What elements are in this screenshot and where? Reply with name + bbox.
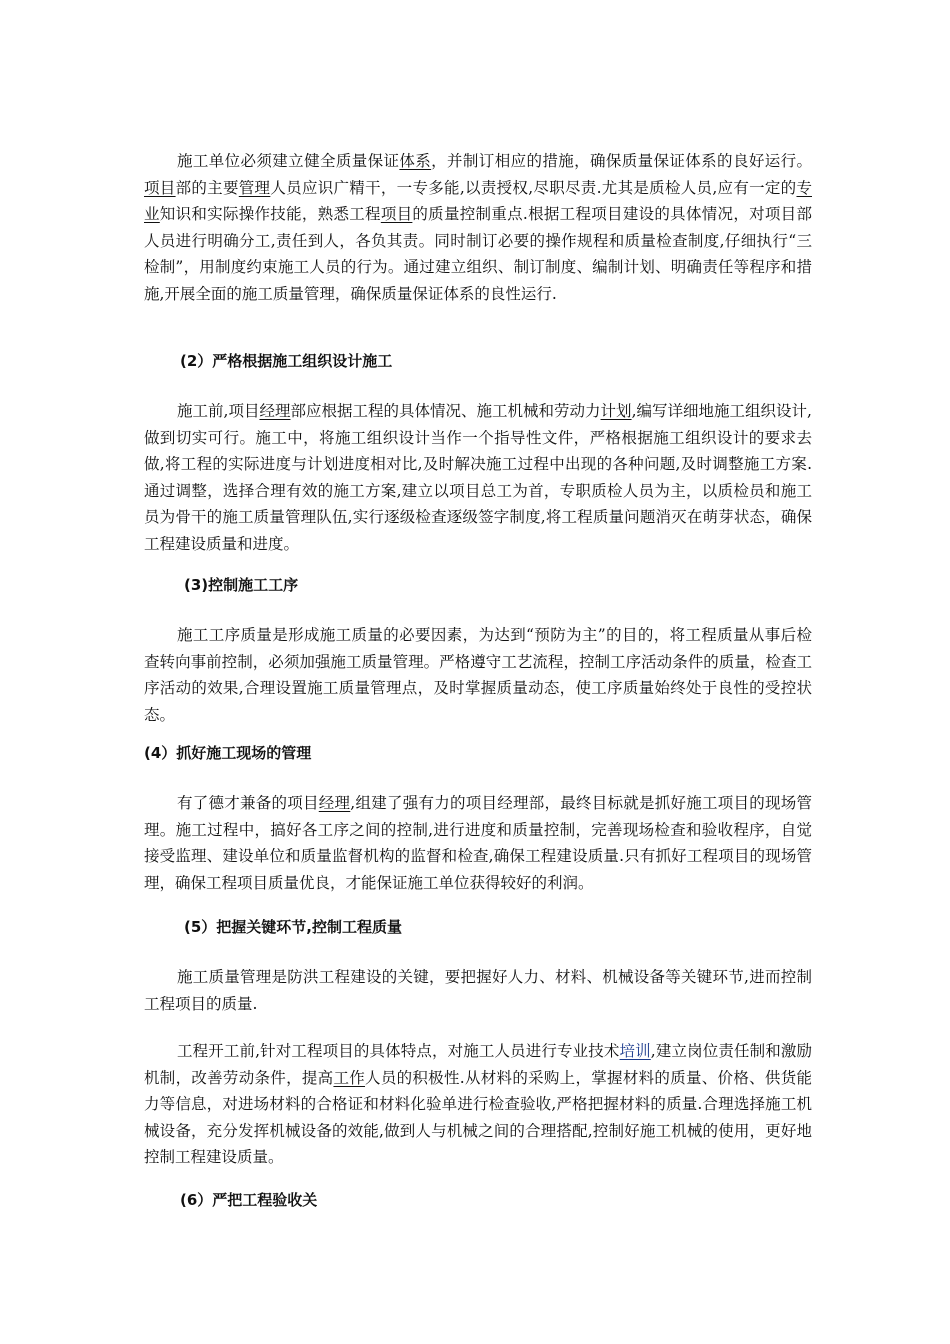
link-peixun[interactable]: 培训 [619,1042,651,1060]
text-span: 工程开工前,针对工程项目的具体特点，对施工人员进行专业技术 [177,1042,620,1060]
paragraph-construction-design [144,398,812,557]
link-zhuanye[interactable]: 专业 [144,178,812,223]
text-span: 部应根据工程的具体情况、施工机械和劳动力 [290,402,601,420]
paragraph-site-management [144,790,812,896]
text-span: 的质量控制重点.根据工程项目建设的具体情况，对项目部人员进行明确分工,责任到人，各负其责。同时制订必要的操作规程和质量检查制度,仔细执行“三检制”，用制度约束施工人员的行为。通过建立组织、制订制度、编制计划、明确责任等程序和措施,开展全面的施工质量管理，确保质量保证体系的良性运行. [144,205,812,303]
text-span: 有了德才兼备的项目 [177,794,319,812]
text-span: ，并制订相应的措施，确保质量保证体系的良好运行。 [431,152,812,170]
text-span: ,建立岗位责任制和激励机制，改善劳动条件，提高 [144,1042,812,1087]
text-span: 人员的积极性.从材料的采购上，掌握材料的质量、价格、供货能力等信息，对进场材料的合格证和材料化验单进行检查验收,严格把握材料的质量.合理选择施工机械设备，充分发挥机械设备的效能,做到人与机械之间的合理搭配,控制好施工机械的使用，更好地控制工程建设质量。 [144,1068,812,1166]
link-jingli-2[interactable]: 经理 [318,794,351,812]
text-span: 施工前,项目 [177,402,260,420]
link-jihua[interactable]: 计划 [600,402,632,420]
link-tixi[interactable]: 体系 [399,152,432,170]
heading-4: (4）抓好施工现场的管理 [144,744,312,762]
paragraph-process-control: 施工工序质量是形成施工质量的必要因素，为达到“预防为主”的目的，将工程质量从事后检查转向事前控制，必须加强施工质量管理。严格遵守工艺流程，控制工序活动条件的质量，检查工序活动的效果,合理设置施工质量管理点，及时掌握质量动态，使工序质量始终处于良性的受控状态。 [144,626,812,724]
paragraph-key-links: 施工质量管理是防洪工程建设的关键，要把握好人力、材料、机械设备等关键环节,进而控制工程项目的质量. [144,968,812,1013]
heading-6: (6）严把工程验收关 [180,1191,318,1209]
link-jingli[interactable]: 经理 [259,402,291,420]
text-span: ,编写详细地施工组织设计,做到切实可行。施工中，将施工组织设计当作一个指导性文件，严格根据施工组织设计的要求去做,将工程的实际进度与计划进度相对比,及时解决施工过程中出现的各种问题,及时调整施工方案.通过调整，选择合理有效的施工方案,建立以项目总工为首，专职质检人员为主，以质检员和施工员为骨干的施工质量管理队伍,实行逐级检查逐级签字制度,将工程质量问题消灭在萌芽状态，确保工程建设质量和进度。 [144,402,812,553]
text-span: 部的主要 [175,178,239,197]
text-span: 人员应识广精干，一专多能,以责授权,尽职尽责.尤其是质检人员,应有一定的 [270,178,797,197]
heading-3: (3)控制施工工序 [184,576,299,594]
paragraph-pre-construction [144,1038,812,1171]
heading-5: (5）把握关键环节,控制工程质量 [184,918,402,936]
text-span: 知识和实际操作技能，熟悉工程 [159,205,381,223]
link-xiangmu[interactable]: 项目 [144,178,176,197]
paragraph-quality-system [144,148,812,307]
link-xiangmu-2[interactable]: 项目 [380,205,413,223]
heading-2: (2）严格根据施工组织设计施工 [180,352,393,370]
link-guanli[interactable]: 管理 [238,178,271,197]
text-span: ,组建了强有力的项目经理部，最终目标就是抓好施工项目的现场管理。施工过程中，搞好各工序之间的控制,进行进度和质量控制，完善现场检查和验收程序，自觉接受监理、建设单位和质量监督机构的监督和检查,确保工程建设质量.只有抓好工程项目的现场管理，确保工程项目质量优良，才能保证施工单位获得较好的利润。 [144,794,812,892]
link-gongzuo[interactable]: 工作 [333,1068,366,1087]
text-span: 施工单位必须建立健全质量保证 [177,152,400,170]
